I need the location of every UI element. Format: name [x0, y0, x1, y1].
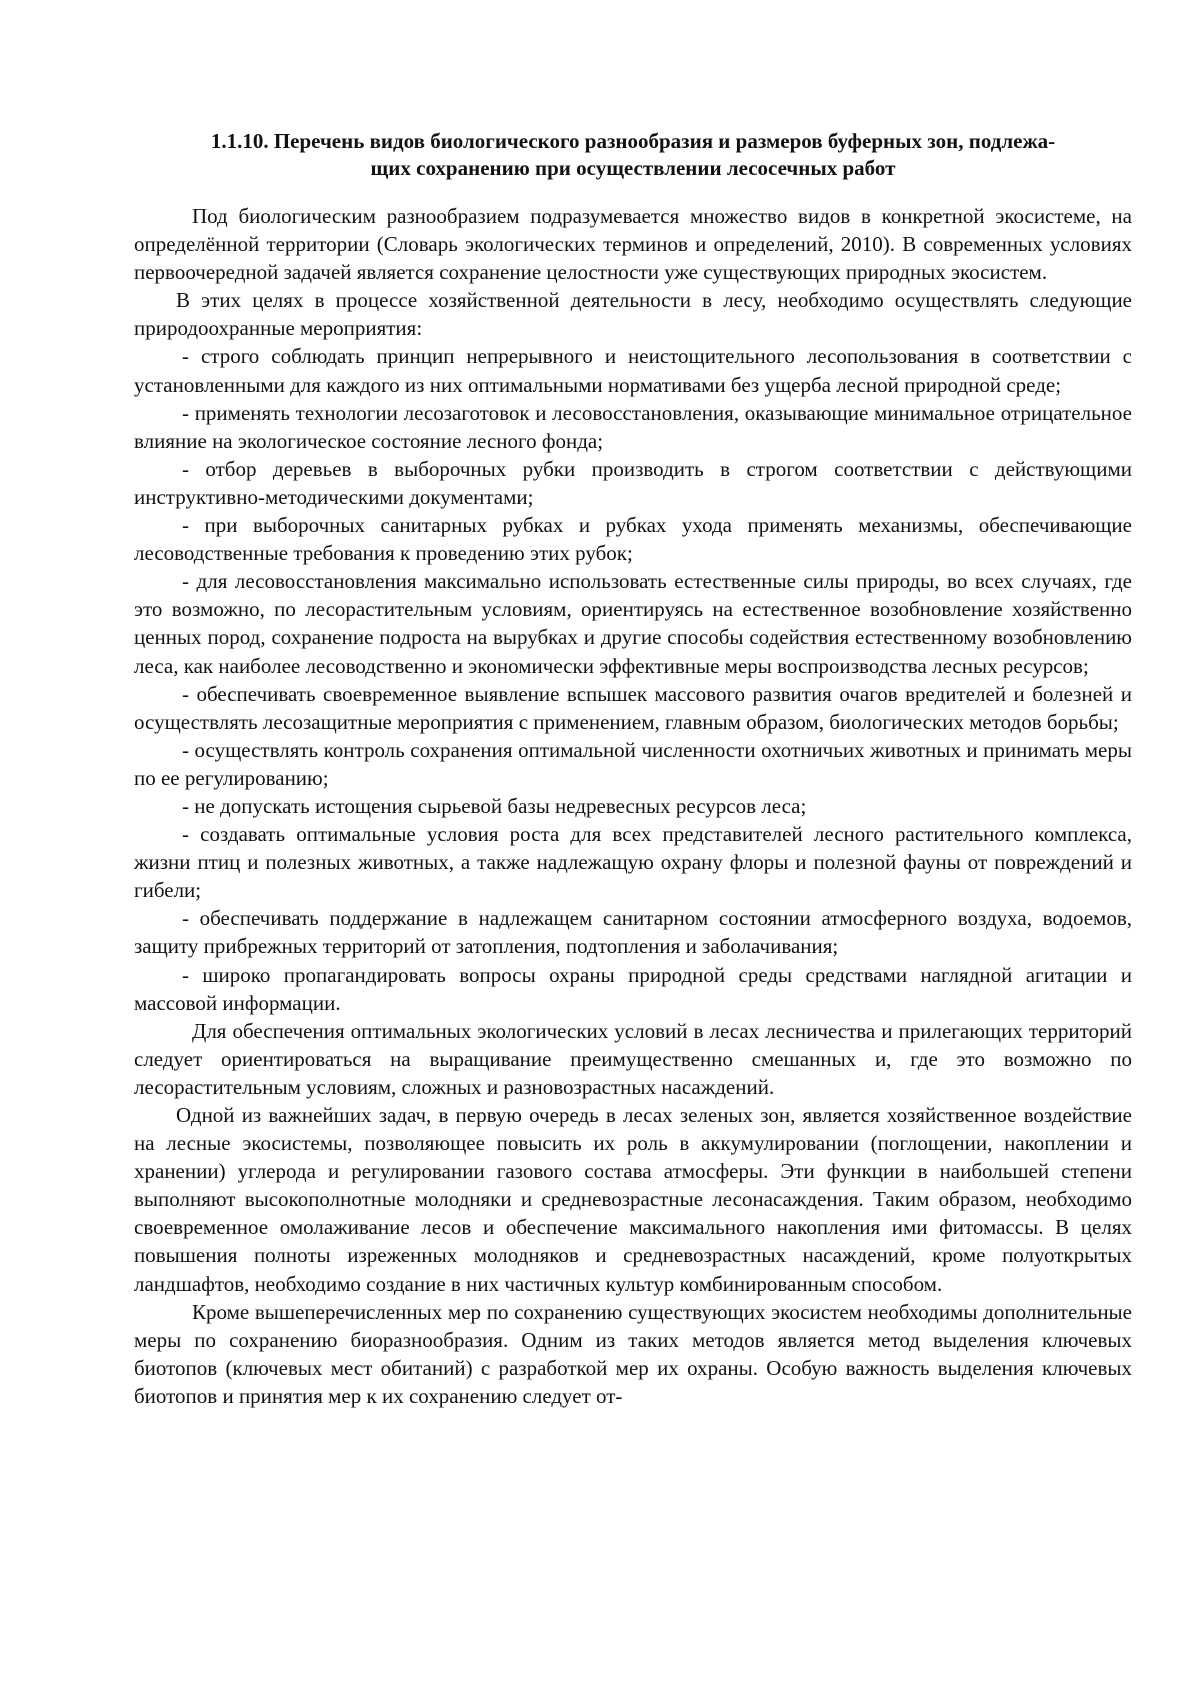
list-item: - создавать оптимальные условия роста для всех представителей лесного растительного комплекса, жизни птиц и полезных животных, а также надлежащую охрану флоры и полезной фауны от повреждений и гибели; — [134, 822, 1132, 903]
paragraph-key-biotopes: Кроме вышеперечисленных мер по сохранению существующих экосистем необходимы дополнительные меры по сохранению биоразнообразия. Одним из таких методов является метод выделения ключевых биотопов (ключевых мест обитаний) с разработкой мер их охраны. Особую важность выделения ключевых биотопов и принятия мер к их сохранению следует от- — [134, 1299, 1132, 1408]
section-heading-line-1: 1.1.10. Перечень видов биологического разнообразия и размеров буферных зон, подлежа- — [210, 129, 1056, 153]
list-item: - применять технологии лесозаготовок и лесовосстановления, оказывающие минимальное отрицательное влияние на экологическое состояние лесного фонда; — [134, 400, 1132, 453]
list-item: - для лесовосстановления максимально использовать естественные силы природы, во всех случаях, где это возможно, по лесорастительным условиям, ориентируясь на естественное возобновление хозяйственно ценных пород, сохранение подроста на вырубках и другие способы содействия естественному возобновлению леса, как наиболее лесоводственно и экономически эффективные меры воспроизводства лесных ресурсов; — [134, 569, 1132, 678]
paragraph-green-zones: Одной из важнейших задач, в первую очередь в лесах зеленых зон, является хозяйственное воздействие на лесные экосистемы, позволяющее повысить их роль в аккумулировании (поглощении, накоплении и хранении) углерода и регулировании газового состава атмосферы. Эти функции в наибольшей степени выполняют высокополнотные молодняки и средневозрастные лесонасаждения. Таким образом, необходимо своевременное омолаживание лесов и обеспечение максимального накопления ими фитомассы. В целях повышения полноты изреженных молодняков и средневозрастных насаждений, кроме полуоткрытых ландшафтов, необходимо создание в них частичных культур комбинированным способом. — [134, 1103, 1132, 1296]
section-heading-line-2: щих сохранению при осуществлении лесосечных работ — [370, 156, 896, 180]
list-item: - при выборочных санитарных рубках и рубках ухода применять механизмы, обеспечивающие лесоводственные требования к проведению этих рубок; — [134, 513, 1132, 566]
list-item: - отбор деревьев в выборочных рубки производить в строгом соответствии с действующими инструктивно-методическими документами; — [134, 456, 1132, 509]
list-item: - строго соблюдать принцип непрерывного и неистощительного лесопользования в соответствии с установленными для каждого из них оптимальными нормативами без ущерба лесной природной среде; — [134, 344, 1132, 397]
list-item: - обеспечивать поддержание в надлежащем санитарном состоянии атмосферного воздуха, водоемов, защиту прибрежных территорий от затопления, подтопления и заболачивания; — [134, 906, 1132, 959]
list-item: - не допускать истощения сырьевой базы недревесных ресурсов леса; — [182, 793, 807, 818]
document-page — [134, 128, 1132, 1410]
paragraph-measures-lead: В этих целях в процессе хозяйственной деятельности в лесу, необходимо осуществлять следующие природоохранные мероприятия: — [134, 288, 1132, 341]
list-item: - осуществлять контроль сохранения оптимальной численности охотничьих животных и принимать меры по ее регулированию; — [134, 737, 1132, 790]
document-body — [134, 202, 1132, 1410]
list-item: - обеспечивать своевременное выявление вспышек массового развития очагов вредителей и болезней и осуществлять лесозащитные мероприятия с применением, главным образом, биологических методов борьбы; — [134, 681, 1132, 734]
paragraph-intro: Под биологическим разнообразием подразумевается множество видов в конкретной экосистеме, на определённой территории (Словарь экологических терминов и определений, 2010). В современных условиях первоочередной задачей является сохранение целостности уже существующих природных экосистем. — [134, 204, 1132, 285]
list-item: - широко пропагандировать вопросы охраны природной среды средствами наглядной агитации и массовой информации. — [134, 962, 1132, 1015]
paragraph-mixed-stands: Для обеспечения оптимальных экологических условий в лесах лесничества и прилегающих территорий следует ориентироваться на выращивание преимущественно смешанных и, где это возможно по лесорастительным условиям, сложных и разновозрастных насаждений. — [134, 1018, 1132, 1099]
section-heading — [134, 128, 1132, 182]
